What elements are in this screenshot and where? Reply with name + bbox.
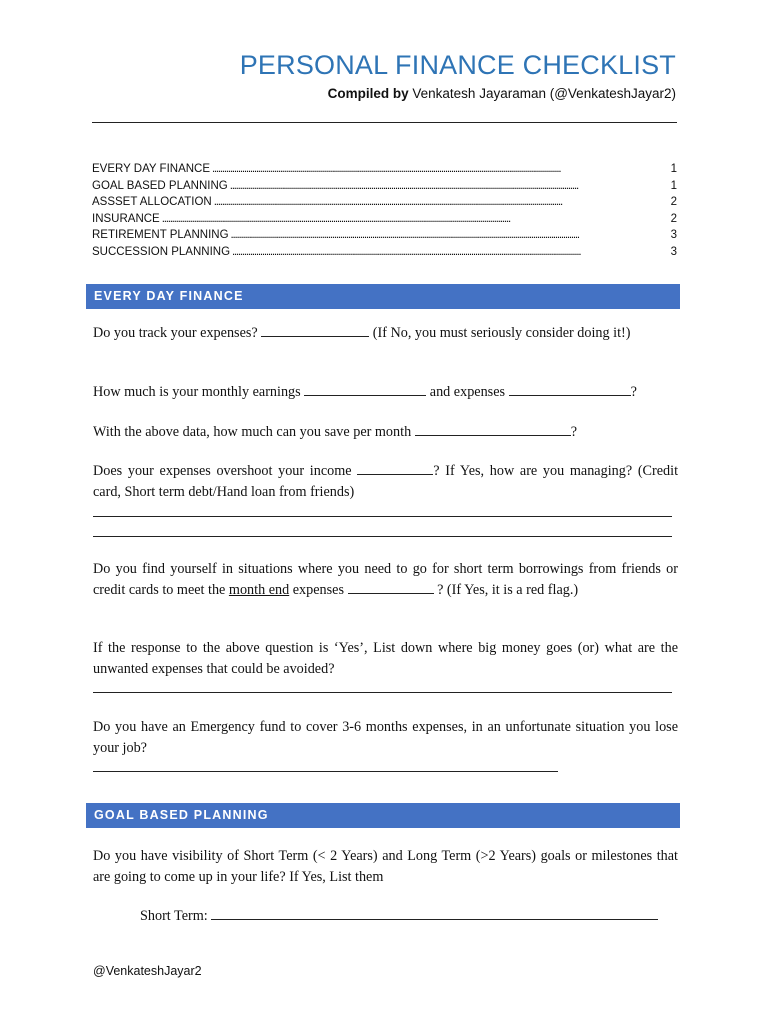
table-of-contents xyxy=(92,163,677,263)
question-unwanted-expenses: If the response to the above question is ‘Yes’, List down where big money goes (or) what are the unwanted expenses that could be avoided? xyxy=(93,640,678,677)
toc-label: GOAL BASED PLANNING xyxy=(92,179,228,192)
toc-entry[interactable] xyxy=(92,180,677,197)
toc-leader xyxy=(230,180,669,192)
question-overshoot-income xyxy=(93,461,678,502)
toc-page: 1 xyxy=(670,179,677,192)
question-note: (If No, you must seriously consider doing it!) xyxy=(372,325,631,341)
question-text: and expenses xyxy=(429,384,506,400)
toc-label: ASSSET ALLOCATION xyxy=(92,196,212,209)
toc-leader xyxy=(212,163,669,175)
earnings-blank[interactable] xyxy=(304,382,426,396)
toc-leader xyxy=(162,213,669,225)
question-track-expenses xyxy=(93,323,678,344)
question-savings xyxy=(93,422,678,443)
toc-entry[interactable] xyxy=(92,196,677,213)
question-text: How much is your monthly earnings xyxy=(93,384,301,400)
question-monthly-earnings xyxy=(93,382,678,403)
toc-page: 3 xyxy=(670,229,677,242)
question-text: ? If Yes, how are you managing? (Credit card, Short term debt/Hand loan from friends) xyxy=(93,463,679,500)
question-text: With the above data, how much can you save per month xyxy=(93,424,412,440)
question-text: Does your expenses overshoot your income xyxy=(93,463,352,479)
short-term-row xyxy=(140,906,680,927)
compiled-by-line xyxy=(328,86,676,101)
underlined-phrase: month end xyxy=(228,581,290,598)
answer-blank[interactable] xyxy=(261,323,369,337)
toc-entry[interactable] xyxy=(92,163,677,180)
savings-blank[interactable] xyxy=(415,422,571,436)
toc-page: 3 xyxy=(670,245,677,258)
toc-label: RETIREMENT PLANNING xyxy=(92,229,229,242)
question-emergency-fund: Do you have an Emergency fund to cover 3-6 months expenses, in an unfortunate situation you lose your job? xyxy=(93,719,678,756)
question-mark: ? xyxy=(570,424,578,440)
document-title: PERSONAL FINANCE CHECKLIST xyxy=(239,50,676,80)
answer-line[interactable] xyxy=(93,771,558,772)
toc-entry[interactable] xyxy=(92,213,677,230)
answer-line[interactable] xyxy=(93,536,672,537)
answer-line[interactable] xyxy=(93,516,672,517)
question-note: ? (If Yes, it is a red flag.) xyxy=(437,581,579,598)
toc-leader xyxy=(231,229,669,241)
question-text: Do you find yourself in situations where you need to go for short term borrowings from friends or credit cards to meet the xyxy=(93,561,678,598)
toc-page: 1 xyxy=(670,163,677,175)
author-name: Venkatesh Jayaraman (@VenkateshJayar2) xyxy=(412,86,676,101)
question-text: Do you track your expenses? xyxy=(93,325,258,341)
borrowing-blank[interactable] xyxy=(348,580,434,594)
section-heading-goal: GOAL BASED PLANNING xyxy=(86,803,680,828)
toc-label: INSURANCE xyxy=(92,212,160,225)
header-rule xyxy=(92,122,677,123)
expenses-blank[interactable] xyxy=(509,382,631,396)
toc-page: 2 xyxy=(670,212,677,225)
question-short-term-borrowing xyxy=(93,559,678,600)
footer-handle: @VenkateshJayar2 xyxy=(93,964,202,978)
toc-label: EVERY DAY FINANCE xyxy=(92,163,211,175)
overshoot-blank[interactable] xyxy=(357,461,433,475)
short-term-blank[interactable] xyxy=(211,906,658,920)
compiled-label: Compiled by xyxy=(327,86,409,101)
toc-page: 2 xyxy=(670,196,677,209)
toc-leader xyxy=(214,196,669,208)
question-text: expenses xyxy=(292,581,344,598)
section-heading-everyday: EVERY DAY FINANCE xyxy=(86,284,680,309)
answer-line[interactable] xyxy=(93,692,672,693)
question-mark: ? xyxy=(630,384,637,400)
toc-entry[interactable] xyxy=(92,229,677,246)
question-goals-visibility: Do you have visibility of Short Term (< 2 Years) and Long Term (>2 Years) goals or milestones that are going to come up in your life? If Yes, List them xyxy=(93,848,678,885)
short-term-label: Short Term: xyxy=(140,908,208,924)
toc-entry[interactable] xyxy=(92,246,677,263)
toc-leader xyxy=(232,246,669,258)
toc-label: SUCCESSION PLANNING xyxy=(92,245,231,258)
